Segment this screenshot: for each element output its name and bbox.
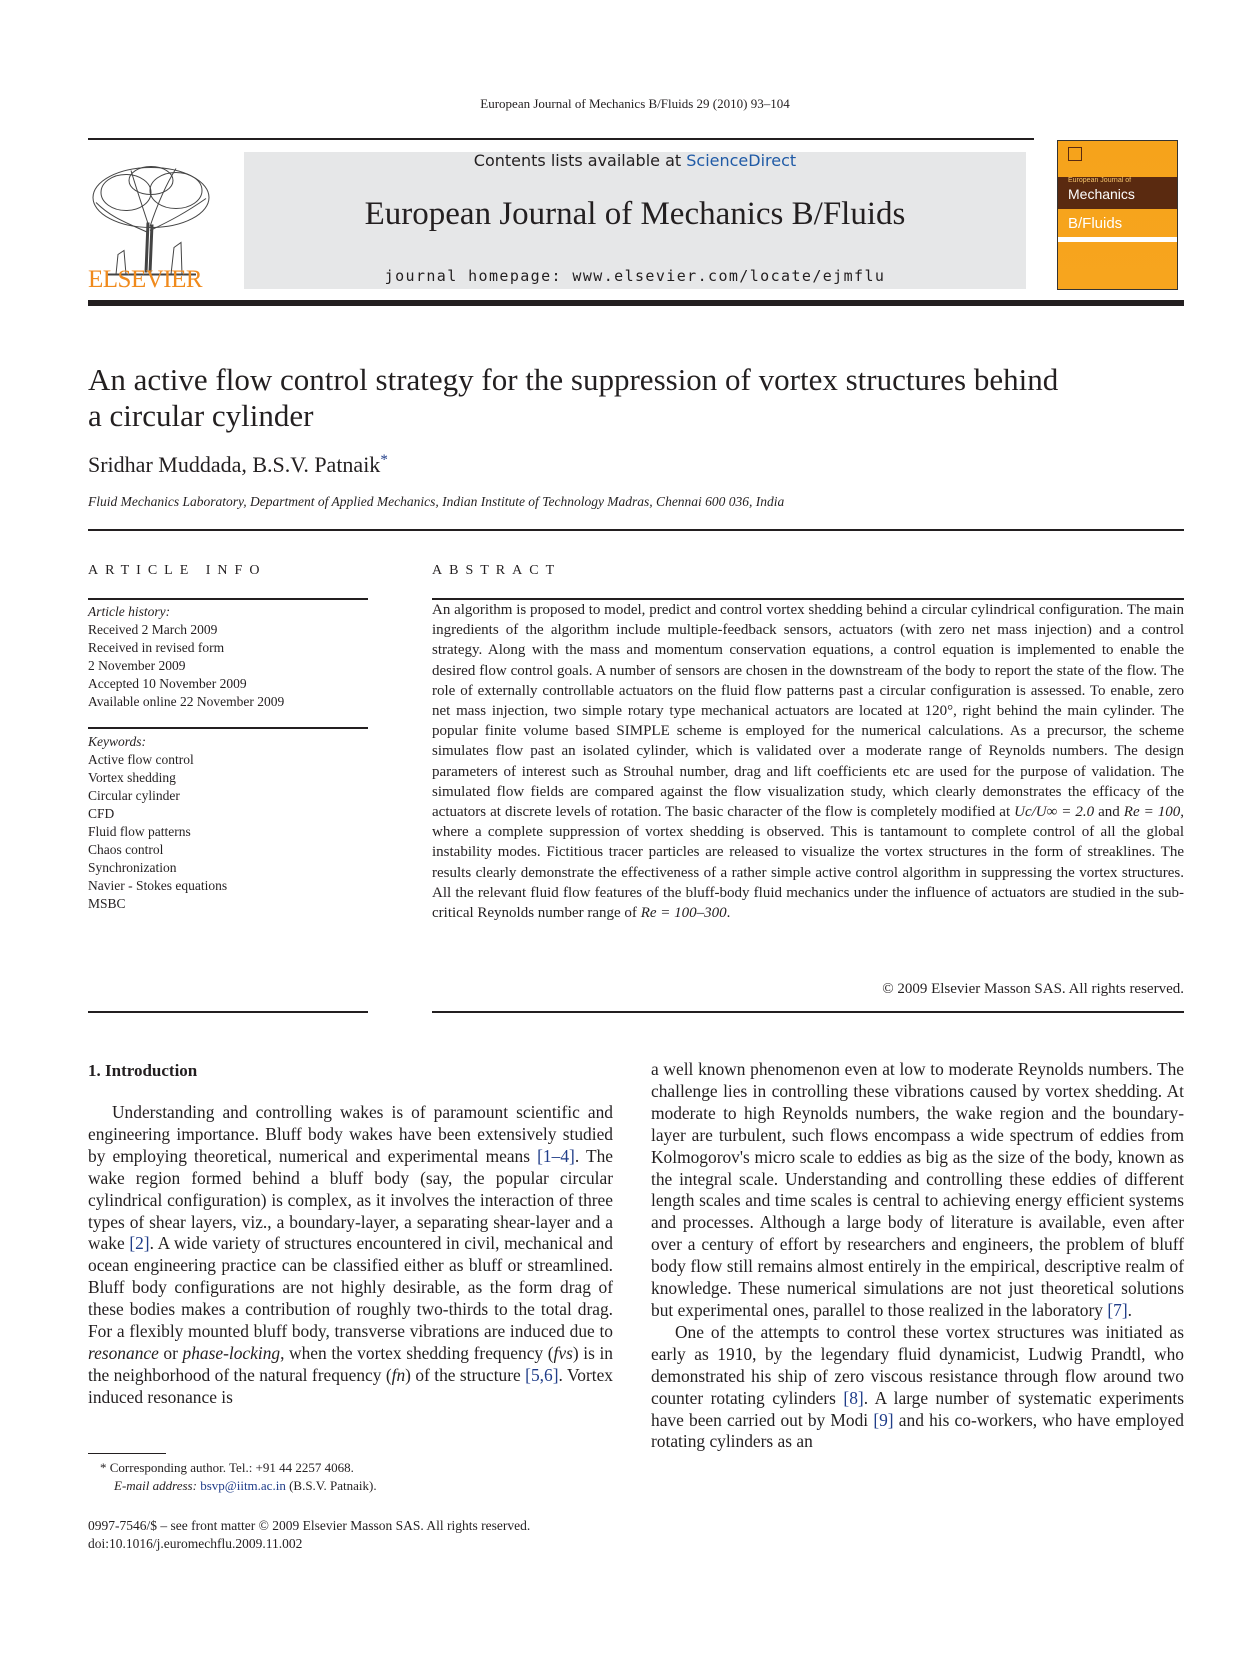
corresponding-author-mark[interactable]: * xyxy=(380,452,388,468)
intro-paragraph: a well known phenomenon even at low to moderate Reynolds numbers. The challenge lies in controlling these vibrations caused by vortex shedding. At moderate to high Reynolds numbers, the wake region and the boundary-layer are turbulent, such flows encompass a wide spectrum of eddies from Kolmogorov's micro scale to eddies as big as the size of the body, known as the integral scale. Understanding and controlling these eddies of different length scales and time scales is central to achieving energy efficient systems and processes. Although a large body of literature is available, even after over a century of effort by researchers and engineers, the problem of bluff body flow still remains almost entirely in the empirical, descriptive realm of knowledge. These numerical simulations are not just theoretical solutions but experimental ones, parallel to those realized in the laboratory [7]. xyxy=(651,1059,1184,1320)
issn-line: 0997-7546/$ – see front matter © 2009 Elsevier Masson SAS. All rights reserved. xyxy=(88,1518,531,1533)
keyword: Vortex shedding xyxy=(88,770,176,785)
abstract-text: An algorithm is proposed to model, predict and control vortex shedding behind a circular cylindrical configuration. The main ingredients of the algorithm include multiple-feedback sensors, actuators (with zero net mass injection) and a control strategy. Along with the mass and momentum conservation equations, a control equation is implemented to enable the desired flow control goals. A number of sensors are chosen in the downstream of the body to report the state of the flow. The role of externally controllable actuators on the fluid flow patterns past a circular configuration is assessed. To enable, zero net mass injection, two simple rotary type mechanical actuators are located at 120°, right behind the main cylinder. The popular finite volume based SIMPLE scheme is employed for the numerical calculations. As a precursor, the scheme simulates flow past an isolated cylinder, which is validated over a moderate range of Reynolds numbers. The design parameters of interest such as Strouhal number, drag and lift coefficients etc are used for the purpose of validation. The simulated flow fields are compared against the flow visualization study, which clearly demonstrates the efficacy of the actuators at discrete levels of rotation. The basic character of the flow is completely modified at Uc/U∞ = 2.0 and Re = 100, where a complete suppression of vortex shedding is observed. This is tantamount to complete control of all the global instability modes. Fictitious tracer particles are released to visualize the vortex structures in the form of streaklines. The results clearly demonstrate the effectiveness of a rather simple active control algorithm in suppressing the vortex structures. All the relevant fluid flow features of the bluff-body fluid mechanics under the influence of actuators are studied in the sub-critical Reynolds number range of Re = 100–300. xyxy=(432,602,1184,922)
reference-link[interactable]: [1–4] xyxy=(537,1145,575,1166)
abstract-copyright: © 2009 Elsevier Masson SAS. All rights reserved. xyxy=(882,981,1184,997)
history-item: Received 2 March 2009 xyxy=(88,622,218,637)
intro-right-column xyxy=(651,1059,1184,1453)
reference-link[interactable]: [5,6] xyxy=(525,1364,559,1385)
keyword: Chaos control xyxy=(88,842,164,857)
keyword: Synchronization xyxy=(88,860,177,875)
author-list: Sridhar Muddada, B.S.V. Patnaik* xyxy=(88,452,388,477)
history-item: Received in revised form xyxy=(88,640,225,655)
keyword: Active flow control xyxy=(88,752,194,767)
affiliation: Fluid Mechanics Laboratory, Department of Applied Mechanics, Indian Institute of Technology Madras, Chennai 600 036, India xyxy=(88,494,785,509)
journal-title: European Journal of Mechanics B/Fluids xyxy=(364,196,906,232)
issn-doi-block xyxy=(88,1517,530,1553)
title-rule xyxy=(88,529,1184,531)
intro-left-column xyxy=(88,1102,613,1409)
keyword-list: Keywords: Active flow control Vortex shedding Circular cylinder CFD Fluid flow patterns Chaos control Synchronization Navier - Stokes equations MSBC xyxy=(88,734,228,911)
section-heading-introduction: 1. Introduction xyxy=(88,1061,198,1080)
history-item: Available online 22 November 2009 xyxy=(88,694,285,709)
sciencedirect-link[interactable]: ScienceDirect xyxy=(686,151,797,170)
journal-cover-thumbnail: European Journal of Mechanics B/Fluids xyxy=(1057,140,1178,290)
reference-link[interactable]: [8] xyxy=(843,1387,864,1408)
keyword: MSBC xyxy=(88,896,126,911)
footnote-rule xyxy=(88,1453,166,1454)
header-rule xyxy=(88,138,1034,140)
keyword: Circular cylinder xyxy=(88,788,180,803)
masthead-rule xyxy=(88,300,1184,306)
author-email-link[interactable]: bsvp@iitm.ac.in xyxy=(200,1478,286,1493)
cover-emblem-icon xyxy=(1068,147,1082,161)
keyword: CFD xyxy=(88,806,115,821)
history-item: Accepted 10 November 2009 xyxy=(88,676,247,691)
paper-title: An active flow control strategy for the suppression of vortex structures behind a circular cylinder xyxy=(88,362,1059,433)
reference-link[interactable]: [9] xyxy=(873,1409,894,1430)
intro-paragraph: One of the attempts to control these vortex structures was initiated as early as 1910, by the legendary fluid dynamicist, Ludwig Prandtl, who demonstrated his ship of zero viscous resistance through flow around two counter rotating cylinders [8]. A large number of systematic experiments have been carried out by Modi [9] and his co-workers, who have employed rotating cylinders as an xyxy=(651,1321,1185,1452)
article-history: Article history: Received 2 March 2009 Received in revised form 2 November 2009 Accepted 10 November 2009 Available online 22 November 2009 xyxy=(88,604,285,709)
keyword: Fluid flow patterns xyxy=(88,824,191,839)
abstract-heading: ABSTRACT xyxy=(432,563,562,578)
doi-line[interactable]: doi:10.1016/j.euromechflu.2009.11.002 xyxy=(88,1536,303,1551)
corresponding-author-footnote: * Corresponding author. Tel.: +91 44 2257 4068. E-mail address: bsvp@iitm.ac.in (B.S.V. Patnaik). xyxy=(100,1460,377,1493)
journal-homepage[interactable]: journal homepage: www.elsevier.com/locate/ejmflu xyxy=(384,267,886,285)
reference-link[interactable]: [2] xyxy=(129,1233,150,1254)
elsevier-wordmark: ELSEVIER xyxy=(88,266,203,293)
contents-line: Contents lists available at ScienceDirect xyxy=(473,151,797,170)
reference-link[interactable]: [7] xyxy=(1107,1299,1128,1320)
history-item: 2 November 2009 xyxy=(88,658,186,673)
journal-citation: European Journal of Mechanics B/Fluids 29 (2010) 93–104 xyxy=(480,96,790,111)
keyword: Navier - Stokes equations xyxy=(88,878,228,893)
intro-paragraph: Understanding and controlling wakes is of paramount scientific and engineering importance. Bluff body wakes have been extensively studied by employing theoretical, numerical and experimental means [1–4]. The wake region formed behind a bluff body (say, the popular circular cylindrical configuration) is complex, as it involves the interaction of three types of shear layers, viz., a boundary-layer, a separating shear-layer and a wake [2]. A wide variety of structures encountered in civil, mechanical and ocean engineering practice can be classified either as bluff or streamlined. Bluff body configurations are not highly desirable, as the form drag of these bodies makes a contribution of roughly two-thirds to the total drag. For a flexibly mounted bluff body, transverse vibrations are induced due to resonance or phase-locking, when the vortex shedding frequency (fvs) is in the neighborhood of the natural frequency (fn) of the structure [5,6]. Vortex induced resonance is xyxy=(88,1102,613,1407)
article-info-heading: ARTICLE INFO xyxy=(88,563,267,578)
